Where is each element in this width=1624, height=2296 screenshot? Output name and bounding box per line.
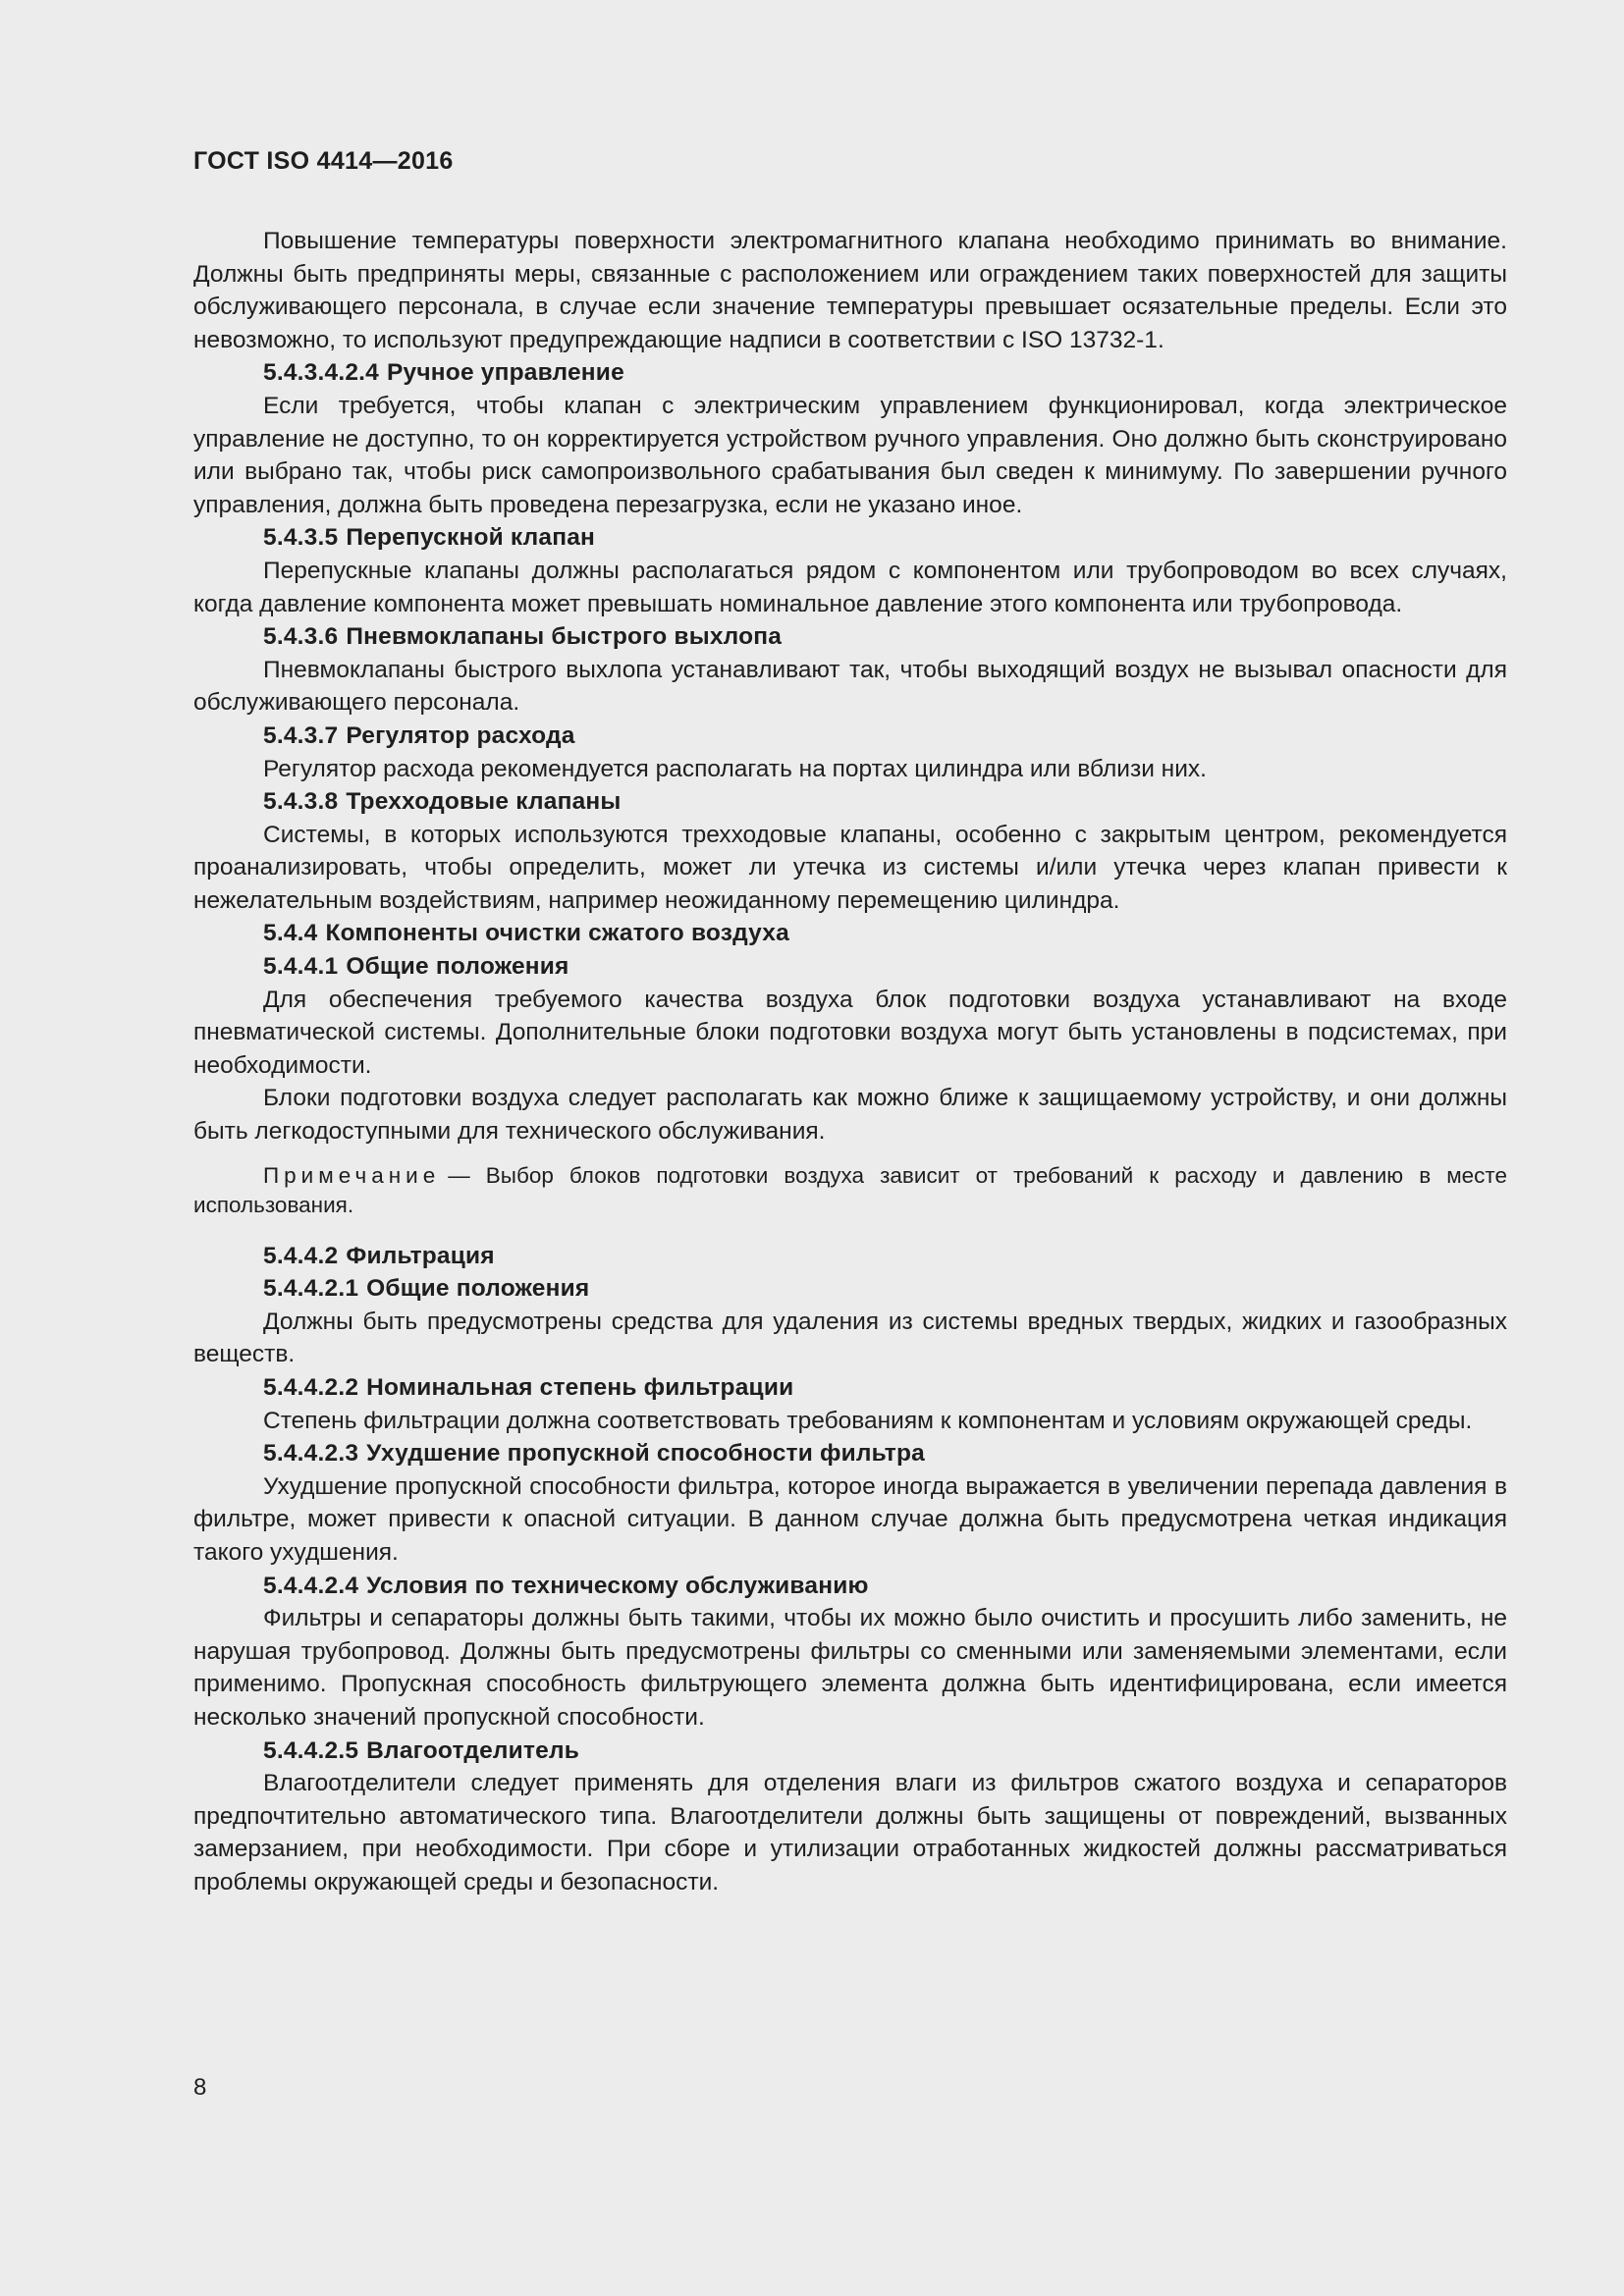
section-number: 5.4.4.2	[263, 1242, 339, 1269]
section-heading	[193, 1240, 1507, 1273]
section-heading	[193, 1437, 1507, 1470]
paragraph: Перепускные клапаны должны располагаться рядом с компонентом или трубопроводом во всех случаях, когда давление компонента может превышать номинальное давление этого компонента или трубопровода.	[193, 557, 1507, 617]
document-body	[193, 225, 1507, 1899]
paragraph: Повышение температуры поверхности электромагнитного клапана необходимо принимать во внимание. Должны быть предприняты меры, связанные с расположением или ограждением таких поверхностей для защиты обслуживающего персонала, в случае если значение температуры превышает осязательные пределы. Если это невозможно, то используют предупреждающие надписи в соответствии с ISO 13732-1.	[193, 228, 1507, 353]
note-text: — Выбор блоков подготовки воздуха зависит от требований к расходу и давлению в месте использования.	[193, 1162, 1507, 1217]
page-header: ГОСТ ISO 4414—2016	[193, 147, 454, 175]
paragraph: Фильтры и сепараторы должны быть такими, чтобы их можно было очистить и просушить либо заменить, не нарушая трубопровод. Должны быть предусмотрены фильтры со сменными или заменяемыми элементами, если применимо. Пропускная способность фильтрующего элемента должна быть идентифицирована, если имеется несколько значений пропускной способности.	[193, 1605, 1507, 1731]
section-title: Трехходовые клапаны	[346, 788, 622, 816]
section-number: 5.4.3.5	[263, 524, 339, 552]
paragraph: Влагоотделители следует применять для отделения влаги из фильтров сжатого воздуха и сепараторов предпочтительно автоматического типа. Влагоотделители должны быть защищены от повреждений, вызванных замерзанием, при необходимости. При сборе и утилизации отработанных жидкостей должны рассматриваться проблемы окружающей среды и безопасности.	[193, 1770, 1507, 1896]
section-heading	[193, 620, 1507, 654]
paragraph: Ухудшение пропускной способности фильтра, которое иногда выражается в увеличении перепада давления в фильтре, может привести к опасной ситуации. В данном случае должна быть предусмотрена четкая индикация такого ухудшения.	[193, 1472, 1507, 1566]
section-number: 5.4.4.2.3	[263, 1440, 359, 1468]
section-title: Фильтрация	[346, 1242, 495, 1269]
paragraph: Блоки подготовки воздуха следует располагать как можно ближе к защищаемому устройству, и они должны быть легкодоступными для технического обслуживания.	[193, 1085, 1507, 1146]
note-label: Примечание	[263, 1162, 441, 1188]
section-number: 5.4.4	[263, 920, 318, 947]
section-heading	[193, 917, 1507, 950]
section-title: Номинальная степень фильтрации	[366, 1374, 794, 1401]
section-heading	[193, 1570, 1507, 1603]
section-number: 5.4.4.2.5	[263, 1736, 359, 1764]
paragraph: Пневмоклапаны быстрого выхлопа устанавливают так, чтобы выходящий воздух не вызывал опасности для обслуживающего персонала.	[193, 656, 1507, 717]
paragraph: Если требуется, чтобы клапан с электрическим управлением функционировал, когда электрическое управление не доступно, то он корректируется устройством ручного управления. Оно должно быть сконструировано или выбрано так, чтобы риск самопроизвольного срабатывания был сведен к минимуму. По завершении ручного управления, должна быть проведена перезагрузка, если не указано иное.	[193, 392, 1507, 518]
section-heading	[193, 1371, 1507, 1405]
section-title: Регулятор расхода	[346, 721, 575, 749]
paragraph: Системы, в которых используются трехходовые клапаны, особенно с закрытым центром, рекомендуется проанализировать, чтобы определить, может ли утечка из системы и/или утечка через клапан привести к нежелательным воздействиям, например неожиданному перемещению цилиндра.	[193, 821, 1507, 914]
section-title: Ухудшение пропускной способности фильтра	[366, 1440, 925, 1468]
section-heading	[193, 356, 1507, 390]
section-heading	[193, 950, 1507, 984]
section-title: Влагоотделитель	[366, 1736, 579, 1764]
paragraph: Должны быть предусмотрены средства для удаления из системы вредных твердых, жидких и газообразных веществ.	[193, 1308, 1507, 1368]
paragraph: Степень фильтрации должна соответствовать требованиям к компонентам и условиям окружающей среды.	[263, 1407, 1473, 1434]
section-number: 5.4.4.2.4	[263, 1572, 359, 1599]
section-title: Общие положения	[366, 1275, 590, 1303]
section-heading	[193, 521, 1507, 555]
section-title: Компоненты очистки сжатого воздуха	[325, 920, 789, 947]
note	[193, 1161, 1507, 1220]
section-title: Перепускной клапан	[346, 524, 596, 552]
section-heading	[193, 785, 1507, 819]
section-number: 5.4.3.6	[263, 623, 339, 651]
page-number: 8	[193, 2074, 207, 2101]
paragraph: Регулятор расхода рекомендуется располагать на портах цилиндра или вблизи них.	[263, 755, 1207, 782]
section-title: Ручное управление	[387, 359, 624, 387]
section-title: Условия по техническому обслуживанию	[366, 1572, 869, 1599]
section-number: 5.4.4.1	[263, 953, 339, 981]
section-heading	[193, 1735, 1507, 1768]
section-heading	[193, 1272, 1507, 1306]
section-number: 5.4.4.2.1	[263, 1275, 359, 1303]
paragraph: Для обеспечения требуемого качества воздуха блок подготовки воздуха устанавливают на входе пневматической системы. Дополнительные блоки подготовки воздуха могут быть установлены в подсистемах, при необходимости.	[193, 986, 1507, 1079]
section-title: Общие положения	[346, 953, 569, 981]
section-number: 5.4.4.2.2	[263, 1374, 359, 1401]
section-heading	[193, 720, 1507, 753]
section-number: 5.4.3.4.2.4	[263, 359, 379, 387]
section-number: 5.4.3.8	[263, 788, 339, 816]
section-number: 5.4.3.7	[263, 721, 339, 749]
section-title: Пневмоклапаны быстрого выхлопа	[346, 623, 783, 651]
